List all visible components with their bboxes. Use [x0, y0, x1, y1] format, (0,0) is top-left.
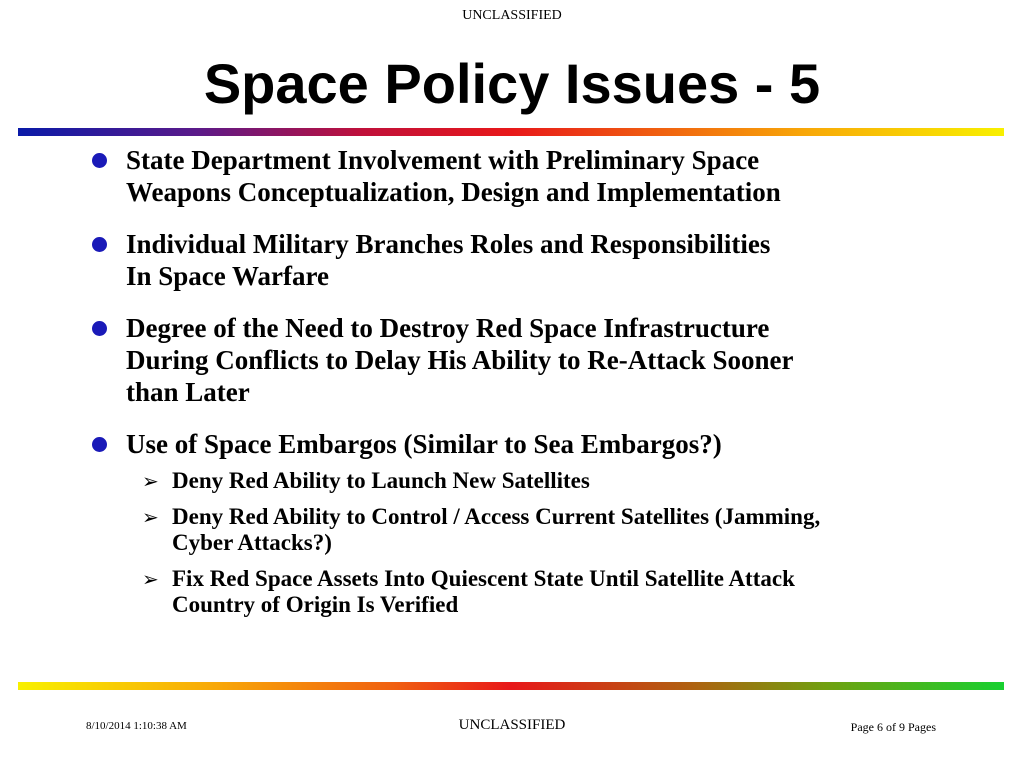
page-number: Page 6 of 9 Pages: [850, 720, 936, 734]
sub-bullet-list: [126, 468, 986, 618]
bullet-line: State Department Involvement with Preliminary Space: [126, 145, 760, 175]
sub-bullet-line: Country of Origin Is Verified: [172, 592, 459, 617]
bullet-list: [86, 144, 986, 638]
bullet-line: Use of Space Embargos (Similar to Sea Embargos?): [126, 429, 722, 459]
sub-bullet-line: Deny Red Ability to Control / Access Current Satellites (Jamming,: [172, 504, 821, 529]
bullet-line: Individual Military Branches Roles and Responsibilities: [126, 229, 771, 259]
bullet-item: [86, 144, 986, 208]
classification-footer: UNCLASSIFIED: [458, 717, 566, 733]
bullet-line: Degree of the Need to Destroy Red Space Infrastructure: [126, 313, 770, 343]
classification-header: UNCLASSIFIED: [462, 8, 562, 23]
bullet-line: Weapons Conceptualization, Design and Implementation: [126, 177, 781, 207]
arrow-bullet-icon: ➢: [142, 567, 159, 591]
sub-bullet-item: [126, 504, 986, 556]
round-bullet-icon: [92, 437, 107, 452]
arrow-bullet-icon: ➢: [142, 505, 159, 529]
slide-title: Space Policy Issues - 5: [203, 52, 821, 115]
sub-bullet-line: Deny Red Ability to Launch New Satellites: [172, 468, 590, 493]
arrow-bullet-icon: ➢: [142, 469, 159, 493]
sub-bullet-item: [126, 468, 986, 494]
round-bullet-icon: [92, 237, 107, 252]
round-bullet-icon: [92, 321, 107, 336]
bullet-item: [86, 312, 986, 408]
footer-timestamp: 8/10/2014 1:10:38 AM: [86, 720, 187, 732]
bullet-line: than Later: [126, 377, 250, 407]
round-bullet-icon: [92, 153, 107, 168]
bullet-item: [86, 228, 986, 292]
bullet-line: During Conflicts to Delay His Ability to Re-Attack Sooner: [126, 345, 794, 375]
gradient-divider-top: [18, 128, 1004, 136]
gradient-divider-bottom: [18, 682, 1004, 690]
bullet-item: [86, 428, 986, 618]
sub-bullet-item: [126, 566, 986, 618]
bullet-line: In Space Warfare: [126, 261, 330, 291]
sub-bullet-line: Cyber Attacks?): [172, 530, 332, 555]
sub-bullet-line: Fix Red Space Assets Into Quiescent State Until Satellite Attack: [172, 566, 795, 591]
